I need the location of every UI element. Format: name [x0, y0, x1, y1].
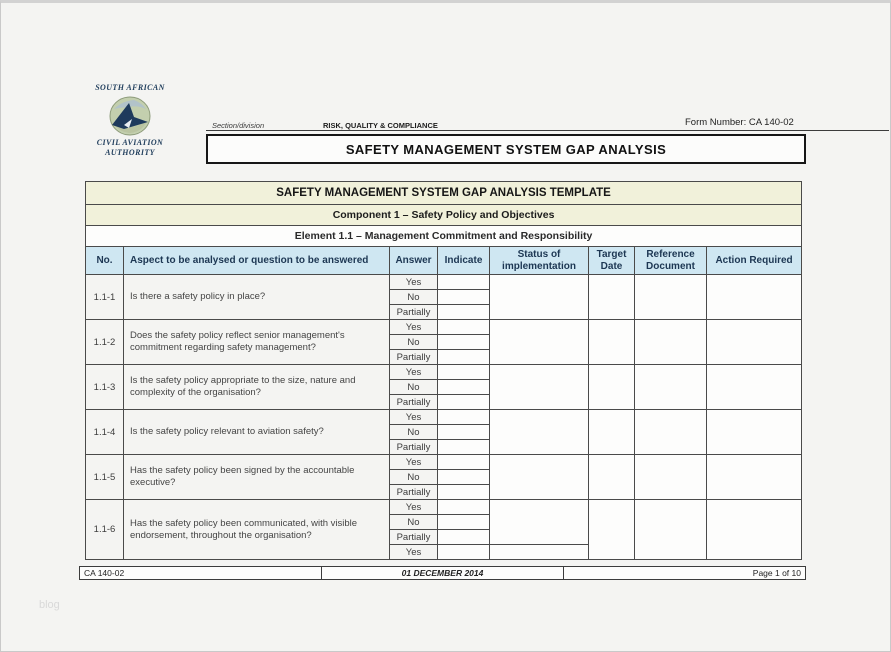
indicate-cell[interactable] [438, 320, 490, 335]
logo-top-text: SOUTH AFRICAN [95, 83, 165, 92]
header-rule [206, 130, 889, 131]
col-status: Status of implementation [490, 247, 589, 275]
page-footer [79, 566, 806, 580]
table-row [86, 500, 802, 515]
col-no: No. [86, 247, 124, 275]
component-title: Component 1 – Safety Policy and Objectives [86, 205, 802, 226]
indicate-cell[interactable] [438, 425, 490, 440]
reference-document-cell[interactable] [635, 410, 707, 455]
status-cell[interactable] [490, 455, 589, 500]
answer-option: Partially [390, 485, 438, 500]
indicate-cell[interactable] [438, 530, 490, 545]
action-required-cell[interactable] [707, 455, 802, 500]
row-no: 1.1-6 [86, 500, 124, 560]
section-division-label: Section/division [212, 121, 265, 130]
footer-page-number: Page 1 of 10 [752, 568, 801, 578]
reference-document-cell[interactable] [635, 365, 707, 410]
row-no: 1.1-1 [86, 275, 124, 320]
indicate-cell[interactable] [438, 275, 490, 290]
action-required-cell[interactable] [707, 365, 802, 410]
element-band [86, 226, 802, 247]
status-cell[interactable] [490, 320, 589, 365]
form-number: Form Number: CA 140-02 [685, 117, 794, 128]
status-cell[interactable] [490, 500, 589, 545]
table-row [86, 455, 802, 470]
component-band [86, 205, 802, 226]
answer-option: No [390, 425, 438, 440]
reference-document-cell[interactable] [635, 320, 707, 365]
action-required-cell[interactable] [707, 320, 802, 365]
sacaa-logo [87, 83, 173, 158]
indicate-cell[interactable] [438, 410, 490, 425]
row-question: Is there a safety policy in place? [124, 275, 390, 320]
row-no: 1.1-4 [86, 410, 124, 455]
answer-option: No [390, 470, 438, 485]
logo-line2: AUTHORITY [105, 148, 155, 157]
document-title: SAFETY MANAGEMENT SYSTEM GAP ANALYSIS [206, 134, 806, 164]
table-row [86, 320, 802, 335]
table-title: SAFETY MANAGEMENT SYSTEM GAP ANALYSIS TEMPLATE [86, 182, 802, 205]
indicate-cell[interactable] [438, 440, 490, 455]
indicate-cell[interactable] [438, 380, 490, 395]
col-target-date: Target Date [589, 247, 635, 275]
answer-option: Yes [390, 455, 438, 470]
status-cell[interactable] [490, 365, 589, 410]
footer-date: 01 DECEMBER 2014 [321, 567, 564, 579]
reference-document-cell[interactable] [635, 500, 707, 560]
sacaa-emblem-icon [108, 95, 152, 137]
indicate-cell[interactable] [438, 470, 490, 485]
col-indicate: Indicate [438, 247, 490, 275]
indicate-cell[interactable] [438, 335, 490, 350]
row-no: 1.1-5 [86, 455, 124, 500]
target-date-cell[interactable] [589, 275, 635, 320]
element-title: Element 1.1 – Management Commitment and Responsibility [86, 226, 802, 247]
indicate-cell[interactable] [438, 545, 490, 560]
column-header-row [86, 247, 802, 275]
watermark: blog [39, 599, 60, 611]
indicate-cell[interactable] [438, 305, 490, 320]
action-required-cell[interactable] [707, 500, 802, 560]
target-date-cell[interactable] [589, 500, 635, 560]
target-date-cell[interactable] [589, 365, 635, 410]
col-action-required: Action Required [707, 247, 802, 275]
status-cell[interactable] [490, 410, 589, 455]
table-row [86, 275, 802, 290]
indicate-cell[interactable] [438, 455, 490, 470]
row-no: 1.1-2 [86, 320, 124, 365]
indicate-cell[interactable] [438, 515, 490, 530]
answer-option: Yes [390, 500, 438, 515]
answer-option: Partially [390, 440, 438, 455]
answer-option: No [390, 380, 438, 395]
answer-option: Partially [390, 350, 438, 365]
target-date-cell[interactable] [589, 410, 635, 455]
col-reference-document: Reference Document [635, 247, 707, 275]
gap-analysis-table [85, 181, 802, 560]
answer-option: Yes [390, 410, 438, 425]
indicate-cell[interactable] [438, 290, 490, 305]
logo-line1: CIVIL AVIATION [96, 138, 164, 147]
answer-option: Partially [390, 530, 438, 545]
answer-option: Partially [390, 395, 438, 410]
answer-option: No [390, 335, 438, 350]
status-cell[interactable] [490, 275, 589, 320]
indicate-cell[interactable] [438, 365, 490, 380]
answer-option: Yes [390, 320, 438, 335]
footer-form-number: CA 140-02 [84, 568, 125, 578]
table-title-band [86, 182, 802, 205]
answer-option: Yes [390, 365, 438, 380]
answer-option: Yes [390, 545, 438, 560]
row-question: Has the safety policy been communicated, with visible endorsement, throughout the organisation? [124, 500, 390, 560]
target-date-cell[interactable] [589, 455, 635, 500]
indicate-cell[interactable] [438, 485, 490, 500]
indicate-cell[interactable] [438, 350, 490, 365]
action-required-cell[interactable] [707, 410, 802, 455]
answer-option: Yes [390, 275, 438, 290]
division-value: RISK, QUALITY & COMPLIANCE [323, 121, 438, 130]
target-date-cell[interactable] [589, 320, 635, 365]
indicate-cell[interactable] [438, 395, 490, 410]
answer-option: Partially [390, 305, 438, 320]
col-aspect: Aspect to be analysed or question to be answered [124, 247, 390, 275]
row-question: Is the safety policy appropriate to the size, nature and complexity of the organisation? [124, 365, 390, 410]
table-row [86, 365, 802, 380]
row-no: 1.1-3 [86, 365, 124, 410]
status-cell[interactable] [490, 545, 589, 560]
table-row [86, 410, 802, 425]
reference-document-cell[interactable] [635, 455, 707, 500]
col-answer: Answer [390, 247, 438, 275]
row-question: Has the safety policy been signed by the accountable executive? [124, 455, 390, 500]
reference-document-cell[interactable] [635, 275, 707, 320]
action-required-cell[interactable] [707, 275, 802, 320]
row-question: Does the safety policy reflect senior management's commitment regarding safety management? [124, 320, 390, 365]
row-question: Is the safety policy relevant to aviation safety? [124, 410, 390, 455]
indicate-cell[interactable] [438, 500, 490, 515]
answer-option: No [390, 515, 438, 530]
answer-option: No [390, 290, 438, 305]
